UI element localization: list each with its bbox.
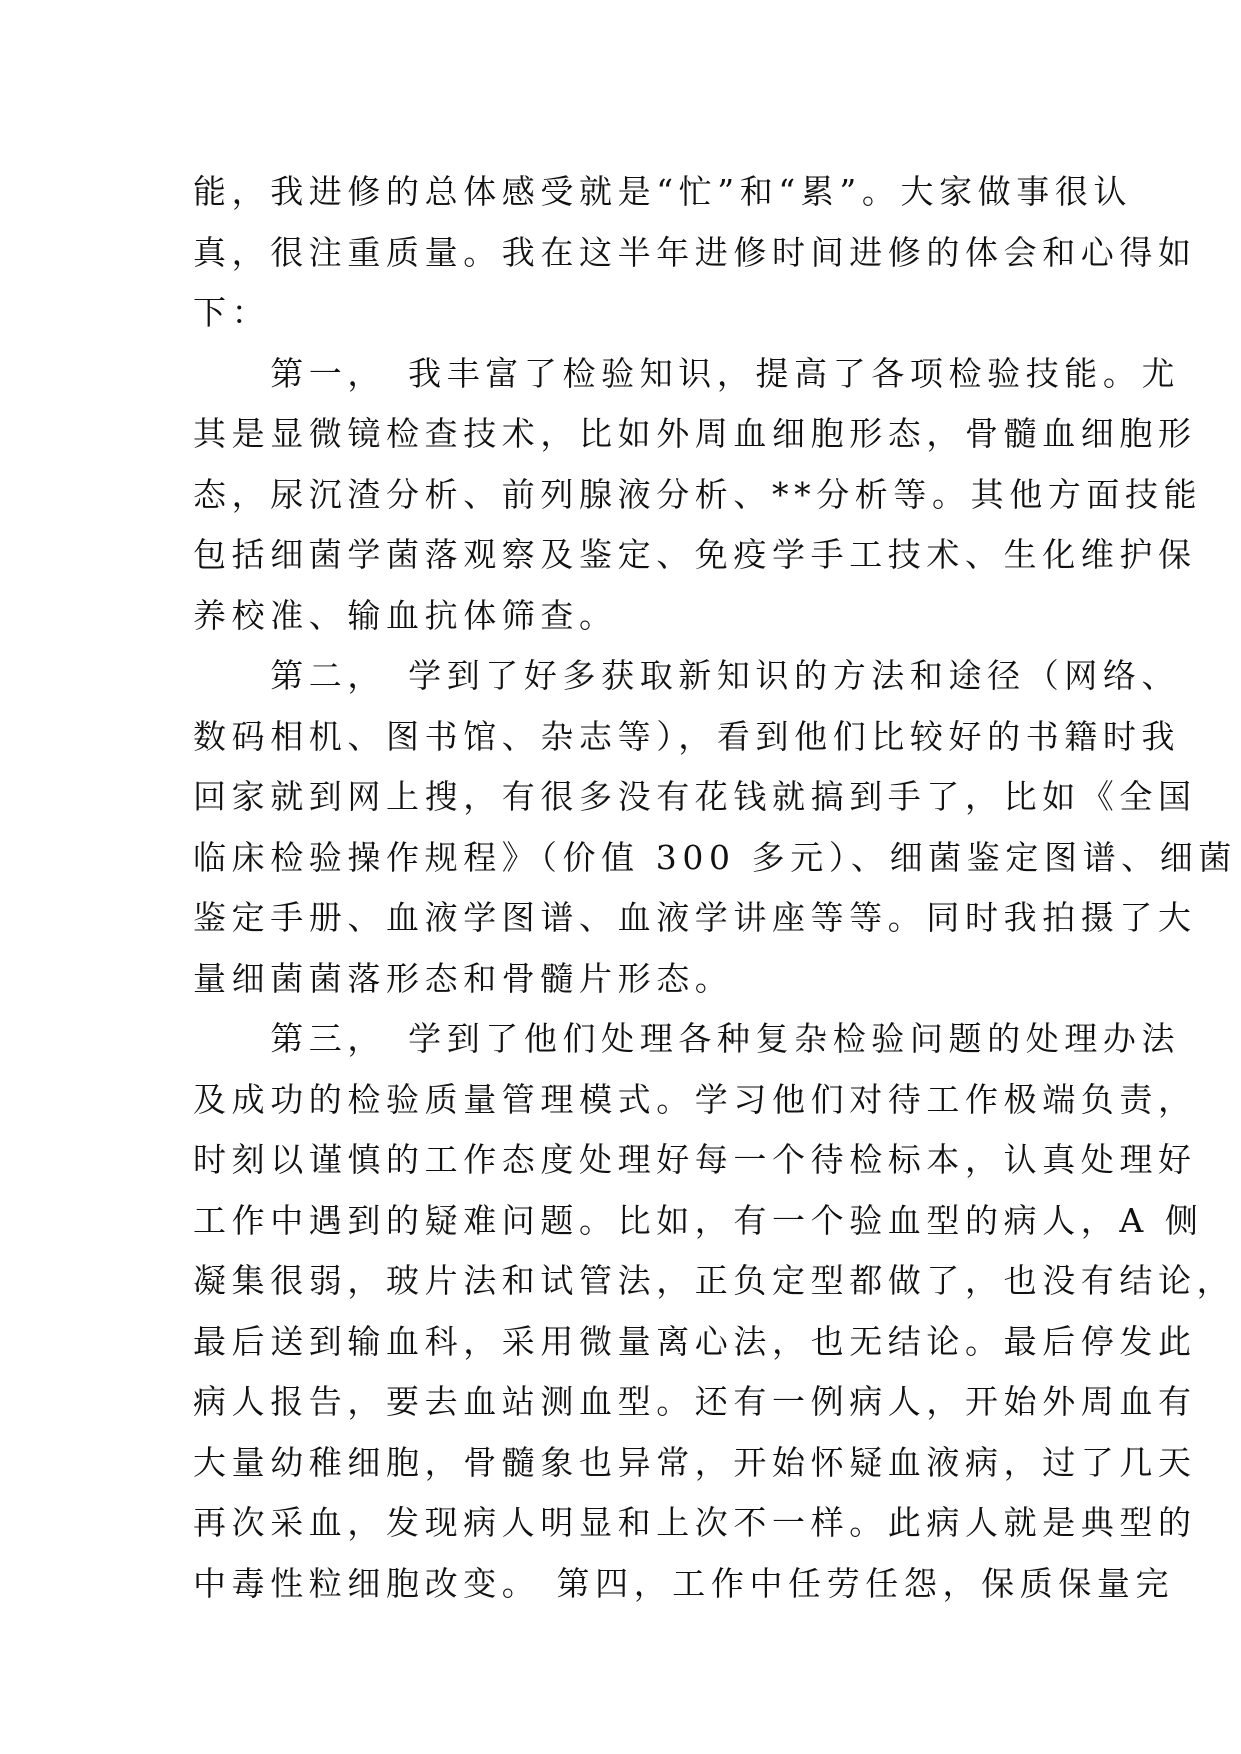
text-line: 下： <box>193 293 271 332</box>
text-line: 鉴定手册、血液学图谱、血液学讲座等等。同时我拍摄了大 <box>193 898 1197 937</box>
text-line: 能，我进修的总体感受就是“忙”和“累”。大家做事很认 <box>193 172 1133 211</box>
text-line: 量细菌菌落形态和骨髓片形态。 <box>193 958 734 998</box>
text-line: 临床检验操作规程》（价值 300 多元）、细菌鉴定图谱、细菌 <box>193 837 1237 877</box>
text-line: 大量幼稚细胞，骨髓象也异常，开始怀疑血液病，过了几天 <box>193 1442 1197 1482</box>
text-line: 及成功的检验质量管理模式。学习他们对待工作极端负责， <box>193 1079 1197 1119</box>
text-line: 态，尿沉渣分析、前列腺液分析、**分析等。其他方面技能 <box>193 474 1203 514</box>
text-line: 最后送到输血科，采用微量离心法，也无结论。最后停发此 <box>193 1321 1197 1361</box>
text-line: 真，很注重质量。我在这半年进修时间进修的体会和心得如 <box>193 232 1197 272</box>
text-line: 第二， 学到了好多获取新知识的方法和途径（网络、 <box>193 656 1181 695</box>
text-line: 第一， 我丰富了检验知识，提高了各项检验技能。尤 <box>193 353 1181 393</box>
text-line: 中毒性粒细胞改变。 第四，工作中任劳任怨，保质保量完 <box>193 1563 1175 1603</box>
text-line: 包括细菌学菌落观察及鉴定、免疫学手工技术、生化维护保 <box>193 535 1197 574</box>
text-line: 回家就到网上搜，有很多没有花钱就搞到手了，比如《全国 <box>193 777 1197 816</box>
text-line: 工作中遇到的疑难问题。比如，有一个验血型的病人，A 侧 <box>193 1200 1204 1240</box>
text-line: 再次采血，发现病人明显和上次不一样。此病人就是典型的 <box>193 1503 1197 1542</box>
text-line: 养校准、输血抗体筛查。 <box>193 595 618 635</box>
text-line: 其是显微镜检查技术，比如外周血细胞形态，骨髓血细胞形 <box>193 414 1197 453</box>
text-line: 凝集很弱，玻片法和试管法，正负定型都做了，也没有结论， <box>193 1261 1236 1300</box>
text-line: 数码相机、图书馆、杂志等），看到他们比较好的书籍时我 <box>193 716 1181 756</box>
text-line: 第三， 学到了他们处理各种复杂检验问题的处理办法 <box>193 1019 1181 1058</box>
text-line: 病人报告，要去血站测血型。还有一例病人，开始外周血有 <box>193 1382 1197 1421</box>
body-text <box>193 162 1237 1614</box>
text-line: 时刻以谨慎的工作态度处理好每一个待检标本，认真处理好 <box>193 1140 1197 1179</box>
